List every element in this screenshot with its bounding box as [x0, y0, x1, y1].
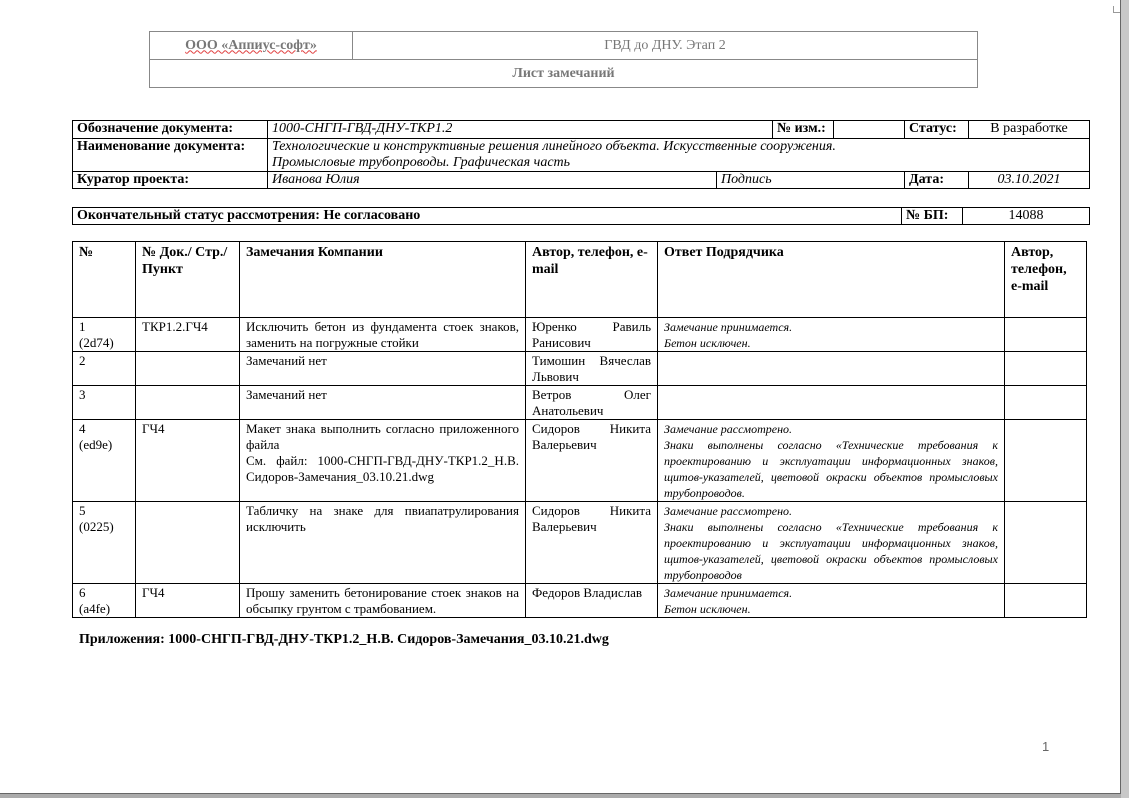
author-first-name: Олег — [624, 387, 651, 402]
row-num-cell — [73, 386, 136, 420]
row-num: 1 — [79, 319, 86, 334]
row-author — [526, 318, 658, 352]
row-author — [526, 386, 658, 420]
row-doc: ТКР1.2.ГЧ4 — [136, 318, 240, 352]
header-answer: Ответ Подрядчика — [658, 242, 1005, 318]
table-row — [73, 386, 1087, 420]
row-num-cell — [73, 584, 136, 618]
table-header-row — [73, 242, 1087, 318]
curator-label: Куратор проекта: — [73, 172, 268, 189]
answer-line2: Знаки выполнены согласно «Технические требования к проектированию и эксплуатации информационных знаков, щитов-указателей, цветовой окраски объектов промысловых трубопроводов — [664, 520, 998, 582]
row-doc — [136, 502, 240, 584]
designation-value: 1000-СНГП-ГВД-ДНУ-ТКР1.2 — [268, 121, 773, 139]
row-code: (2d74) — [79, 335, 114, 350]
table-row — [73, 420, 1087, 502]
row-answer — [658, 352, 1005, 386]
name-line1: Технологические и конструктивные решения линейного объекта. Искусственные сооружения. — [272, 139, 836, 154]
header-num: № — [73, 242, 136, 318]
row-answer — [658, 584, 1005, 618]
remark-line2: См. файл: 1000-СНГП-ГВД-ДНУ-ТКР1.2_Н.В. Сидоров-Замечания_03.10.21.dwg — [246, 453, 519, 484]
row-num: 4 — [79, 421, 86, 436]
answer-line1: Замечание рассмотрено. — [664, 504, 793, 518]
status-label: Статус: — [905, 121, 969, 139]
row-author2 — [1005, 502, 1087, 584]
row-num: 3 — [79, 387, 86, 402]
author-patronymic: Ранисович — [532, 335, 591, 350]
answer-line2: Бетон исключен. — [664, 602, 751, 616]
row-doc: ГЧ4 — [136, 420, 240, 502]
vertical-scrollbar[interactable] — [1121, 0, 1129, 798]
row-remark: Замечаний нет — [240, 386, 526, 420]
row-code: (0225) — [79, 519, 114, 534]
author-patronymic: Львович — [532, 369, 579, 384]
author-first-name: Никита — [609, 503, 651, 518]
row-answer — [658, 420, 1005, 502]
row-num: 5 — [79, 503, 86, 518]
row-author2 — [1005, 420, 1087, 502]
name-label: Наименование документа: — [73, 139, 268, 172]
project-name: ГВД до ДНУ. Этап 2 — [353, 32, 978, 60]
author-name: Федоров Владислав — [532, 585, 643, 600]
page-number: 1 — [1042, 739, 1050, 754]
author-patronymic: Анатольевич — [532, 403, 604, 418]
table-row — [73, 584, 1087, 618]
author-first-name: Вячеслав — [599, 353, 651, 368]
row-num-cell — [73, 502, 136, 584]
date-value: 03.10.2021 — [969, 172, 1090, 189]
header-remarks: Замечания Компании — [240, 242, 526, 318]
curator-value: Иванова Юлия — [268, 172, 717, 189]
signature-label: Подпись — [717, 172, 905, 189]
row-remark: Исключить бетон из фундамента стоек знаков, заменить на погружные стойки — [240, 318, 526, 352]
company-name: ООО «Аппиус-софт» — [185, 37, 317, 53]
designation-label: Обозначение документа: — [73, 121, 268, 139]
final-status-label: Окончательный статус рассмотрения: Не согласовано — [73, 208, 902, 225]
author-surname: Тимошин — [532, 353, 586, 368]
rev-label: № изм.: — [773, 121, 834, 139]
table-row — [73, 352, 1087, 386]
row-author2 — [1005, 584, 1087, 618]
row-author — [526, 352, 658, 386]
row-author2 — [1005, 352, 1087, 386]
rev-value — [834, 121, 905, 139]
row-author2 — [1005, 386, 1087, 420]
company-cell — [150, 32, 353, 60]
remarks-table — [72, 241, 1087, 618]
row-answer — [658, 318, 1005, 352]
table-row — [73, 318, 1087, 352]
attachments-line: Приложения: 1000-СНГП-ГВД-ДНУ-ТКР1.2_Н.В. Сидоров-Замечания_03.10.21.dwg — [79, 632, 609, 647]
row-num-cell — [73, 352, 136, 386]
doc-info-table — [72, 120, 1090, 189]
answer-line1: Замечание принимается. — [664, 320, 793, 334]
author-surname: Юренко — [532, 319, 577, 334]
name-value — [268, 139, 1090, 172]
header-doc: № Док./ Стр./ Пункт — [136, 242, 240, 318]
row-num: 2 — [79, 353, 86, 368]
row-remark — [240, 420, 526, 502]
row-doc: ГЧ4 — [136, 584, 240, 618]
row-author — [526, 420, 658, 502]
name-line2: Промысловые трубопроводы. Графическая часть — [272, 155, 571, 170]
answer-line1: Замечание принимается. — [664, 586, 793, 600]
answer-line2: Бетон исключен. — [664, 336, 751, 350]
page-corner-mark — [1113, 6, 1120, 13]
row-doc — [136, 352, 240, 386]
author-surname: Сидоров — [532, 503, 580, 518]
row-answer — [658, 502, 1005, 584]
date-label: Дата: — [905, 172, 969, 189]
row-num-cell — [73, 420, 136, 502]
table-row — [73, 502, 1087, 584]
row-doc — [136, 386, 240, 420]
row-remark: Табличку на знаке для пвиапатрулирования исключить — [240, 502, 526, 584]
sheet-title: Лист замечаний — [150, 60, 978, 88]
author-surname: Ветров — [532, 387, 572, 402]
row-author — [526, 584, 658, 618]
author-patronymic: Валерьевич — [532, 519, 597, 534]
final-status-table — [72, 207, 1090, 225]
answer-line1: Замечание рассмотрено. — [664, 422, 793, 436]
author-surname: Сидоров — [532, 421, 580, 436]
row-num: 6 — [79, 585, 86, 600]
row-num-cell — [73, 318, 136, 352]
row-answer — [658, 386, 1005, 420]
row-code: (ed9e) — [79, 437, 113, 452]
author-patronymic: Валерьевич — [532, 437, 597, 452]
row-remark: Прошу заменить бетонирование стоек знаков на обсыпку грунтом с трамбованием. — [240, 584, 526, 618]
row-author2 — [1005, 318, 1087, 352]
bp-label: № БП: — [902, 208, 963, 225]
header-author: Автор, телефон, e-mail — [526, 242, 658, 318]
row-remark: Замечаний нет — [240, 352, 526, 386]
header-author2: Автор, телефон, e-mail — [1005, 242, 1087, 318]
author-first-name: Равиль — [612, 319, 651, 334]
bp-value: 14088 — [963, 208, 1090, 225]
row-code: (a4fe) — [79, 601, 111, 616]
author-first-name: Никита — [609, 421, 651, 436]
status-value: В разработке — [969, 121, 1090, 139]
remark-line1: Макет знака выполнить согласно приложенного файла — [246, 421, 519, 452]
header-table — [149, 31, 978, 88]
row-author — [526, 502, 658, 584]
answer-line2: Знаки выполнены согласно «Технические требования к проектированию и эксплуатации информационных знаков, щитов-указателей, цветовой окраски объектов промысловых трубопроводов. — [664, 438, 998, 500]
